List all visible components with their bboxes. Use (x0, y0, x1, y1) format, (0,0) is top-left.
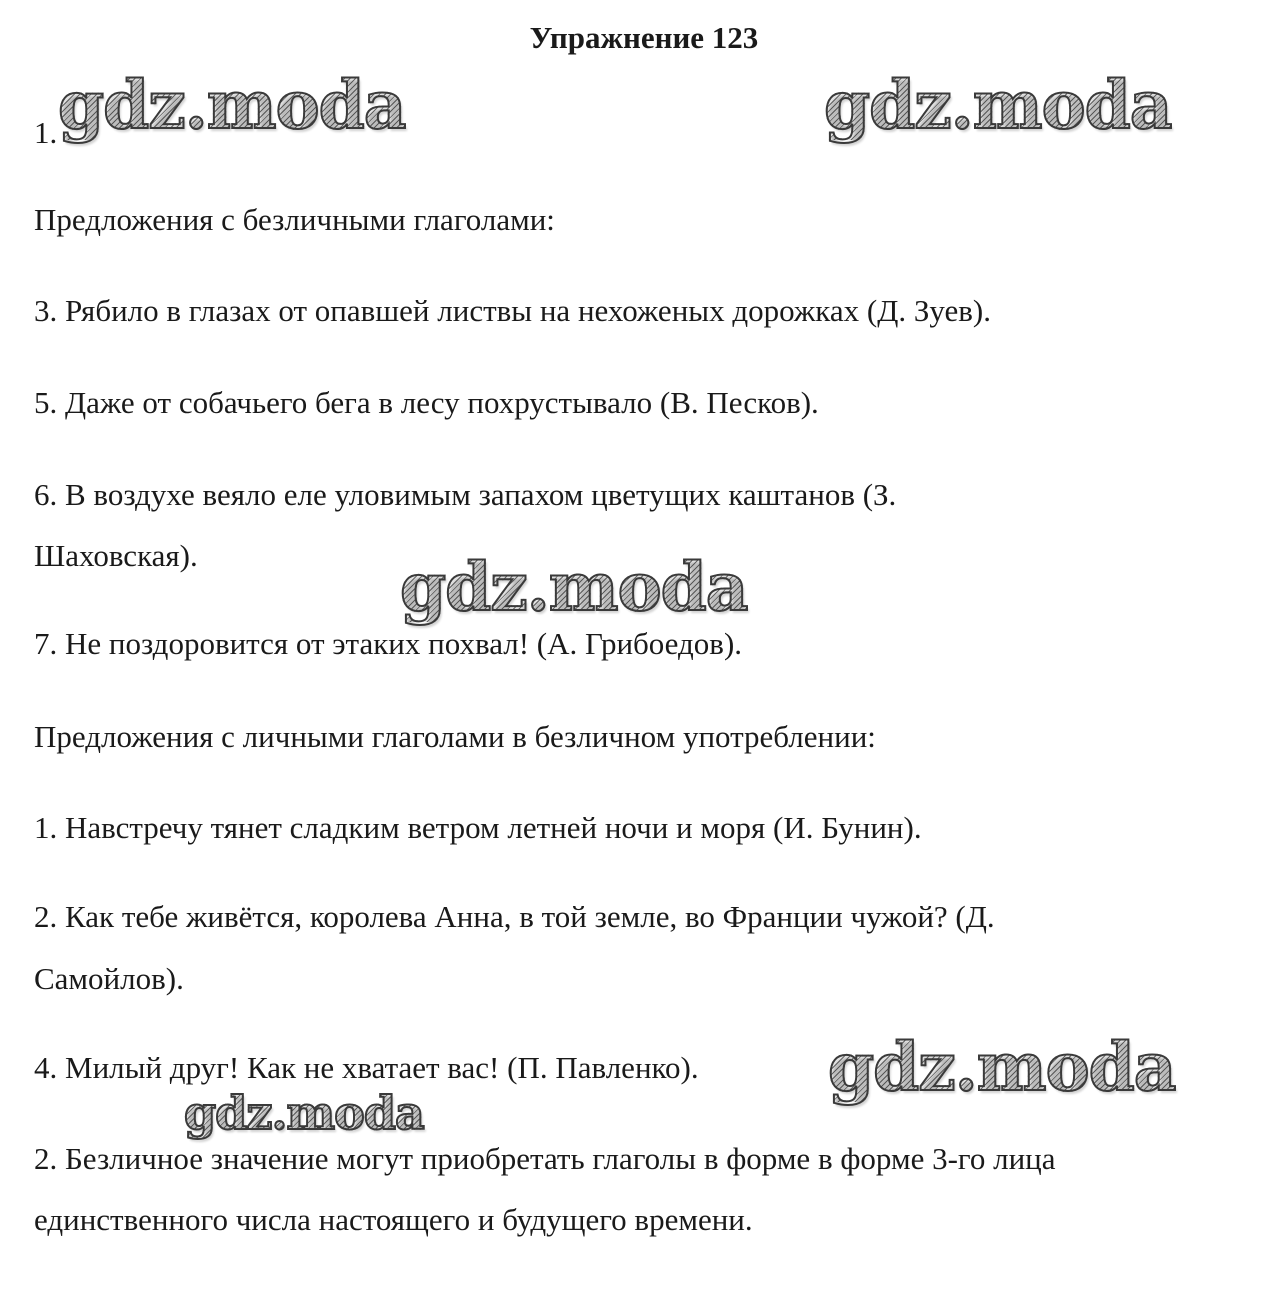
sentence-6-line-1: 6. В воздухе веяло еле уловимым запахом цветущих каштанов (З. (34, 477, 897, 512)
section-heading-impersonal-verbs: Предложения с безличными глаголами: (34, 202, 555, 237)
item-number-1: 1. (34, 115, 58, 150)
sentence-7: 7. Не поздоровится от этаких похвал! (А. Грибоедов). (34, 626, 743, 661)
exercise-title: Упражнение 123 (529, 20, 759, 55)
watermark-logo: gdz.moda (828, 1028, 1176, 1106)
sentence-3: 3. Рябило в глазах от опавшей листвы на нехоженых дорожках (Д. Зуев). (34, 293, 991, 328)
answer-2-line-2: единственного числа настоящего и будущего времени. (34, 1202, 753, 1237)
sentence-5: 5. Даже от собачьего бега в лесу похрустывало (В. Песков). (34, 385, 819, 420)
watermark-logo: gdz.moda (184, 1086, 424, 1140)
section-heading-personal-verbs: Предложения с личными глаголами в безличном употреблении: (34, 719, 876, 754)
sentence-6-line-2: Шаховская). (34, 538, 198, 573)
sentence-1: 1. Навстречу тянет сладким ветром летней ночи и моря (И. Бунин). (34, 810, 922, 845)
watermark-logo: gdz.moda (58, 66, 406, 144)
answer-2-line-1: 2. Безличное значение могут приобретать глаголы в форме в форме 3-го лица (34, 1141, 1056, 1176)
watermark-logo: gdz.moda (824, 66, 1172, 144)
sentence-4: 4. Милый друг! Как не хватает вас! (П. Павленко). (34, 1050, 699, 1085)
watermark-logo: gdz.moda (400, 548, 748, 626)
sentence-2-line-2: Самойлов). (34, 961, 184, 996)
sentence-2-line-1: 2. Как тебе живётся, королева Анна, в той земле, во Франции чужой? (Д. (34, 899, 995, 934)
